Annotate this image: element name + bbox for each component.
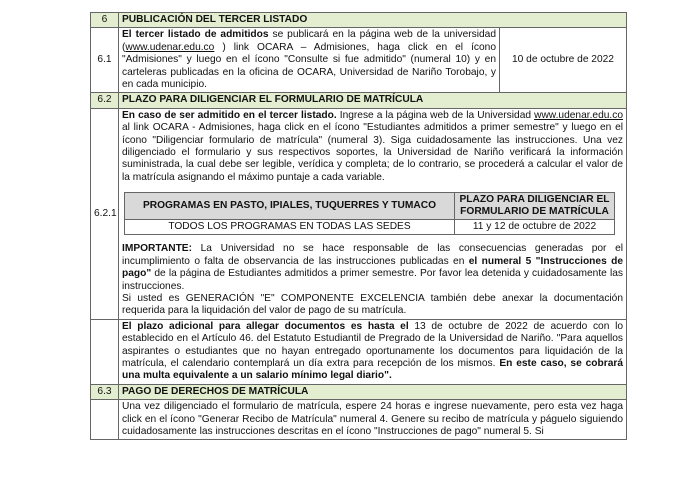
empty-number-cell [91, 319, 119, 384]
section-number: 6.3 [91, 384, 119, 399]
section-6-2-1-row [91, 108, 627, 319]
programs-cell: TODOS LOS PROGRAMAS EN TODAS LAS SEDES [125, 220, 455, 235]
column-header-programs: PROGRAMAS EN PASTO, IPIALES, TUQUERRES Y TUMACO [125, 193, 455, 220]
generation-e-paragraph: Si usted es GENERACIÓN "E" COMPONENTE EXCELENCIA también debe anexar la documentación requerida para la liquidación del valor de pago de su matrícula. [122, 292, 624, 317]
date-cell: 10 de octubre de 2022 [500, 28, 627, 93]
section-6-header-row [91, 13, 627, 28]
text-part: de la página de Estudiantes admitidos a primer semestre. Por favor lea detenida y cuidadosamente las instrucciones. [122, 268, 624, 292]
section-number: 6.1 [91, 28, 119, 93]
document-page [90, 12, 626, 440]
section-number: 6.2.1 [91, 108, 119, 319]
text-part: ) link OCARA – Admisiones, haga click en el ícono "Admisiones" y luego en el ícono "Consulte si fue admitido" (numeral 10) y en carteleras publicadas en la oficina de OCARA, Universidad de Nariño Torobajo, y en cada municipio. [122, 41, 496, 91]
deadline-cell: 11 y 12 de octubre de 2022 [455, 220, 615, 235]
bold-lead: En caso de ser admitido en el tercer listado. [122, 109, 337, 121]
university-link[interactable]: www.udenar.edu.co [534, 109, 624, 121]
section-6-1-row [91, 28, 627, 93]
instructions-paragraph [122, 110, 623, 184]
section-number: 6 [91, 13, 119, 28]
text-part: se publicará en la página web de la universidad ( [122, 29, 496, 53]
section-title: PLAZO PARA DILIGENCIAR EL FORMULARIO DE MATRÍCULA [119, 93, 627, 108]
payment-text: Una vez diligenciado el formulario de matrícula, espere 24 horas e ingrese nuevamente, pero esta vez haga click en el ícono "Generar Recibo de Matrícula" numeral 4. Genere su recibo de matrícula y páguelo siguiendo cuidadosamente las instrucciones descritas en el ícono "Instrucciones de pago" numeral 5. Si [119, 400, 627, 440]
bold-reference: el numeral 5 "Instrucciones de pago" [122, 255, 624, 280]
additional-deadline-row [91, 319, 627, 384]
section-text [119, 28, 500, 93]
deadline-table-header [125, 193, 615, 220]
section-number: 6.2 [91, 93, 119, 108]
text-part: Ingrese a la página web de la Universidad [336, 109, 535, 121]
additional-deadline-text [119, 319, 627, 384]
section-title: PUBLICACIÓN DEL TERCER LISTADO [119, 13, 627, 28]
schedule-table [90, 12, 627, 440]
bold-end: En este caso, se cobrará una multa equivalente a un salario mínimo legal diario". [122, 357, 624, 382]
bold-lead: El plazo adicional para allegar documentos es hasta el [122, 320, 409, 332]
text-part: 13 de octubre de 2022 de acuerdo con lo establecido en el Artículo 46. del Estatuto Estudiantil de Pregrado de la Universidad de Nariño. "Para aquellos aspirantes o estudiantes que no hayan entregado oportunamente los documentos para liquidación de la matrícula, el calendario contemplará un día extra para recepción de los mismos. [122, 320, 624, 369]
important-label: IMPORTANTE: [122, 243, 192, 255]
section-6-2-header-row [91, 93, 627, 108]
text-part: al link OCARA - Admisiones, haga click en el ícono "Estudiantes admitidos a primer semestre" y luego en el ícono "Diligenciar formulario de matrícula" (numeral 3). Siga cuidadosamente las instrucciones. Una vez diligenciado el formulario y sus respectivos soportes, la Universidad de Nariño verificará la información suministrada, la cual debe ser legible, verídica y completa; de lo contrario, se procederá a calcular el valor de la matrícula asignando el máximo puntaje a cada variable. [122, 122, 624, 183]
section-content [119, 108, 627, 319]
text-part: La Universidad no se hace responsable de las consecuencias generadas por el incumplimiento o falta de observancia de las instrucciones publicadas en [122, 243, 624, 267]
empty-number-cell [91, 400, 119, 440]
university-link[interactable]: www.udenar.edu.co [125, 41, 215, 53]
deadline-table [124, 192, 615, 235]
payment-row [91, 400, 627, 440]
bold-lead: El tercer listado de admitidos [122, 29, 269, 41]
section-6-3-header-row [91, 384, 627, 399]
deadline-table-row [125, 220, 615, 235]
important-paragraph [122, 243, 623, 293]
section-title: PAGO DE DERECHOS DE MATRÍCULA [119, 384, 627, 399]
column-header-deadline: PLAZO PARA DILIGENCIAR EL FORMULARIO DE MATRÍCULA [455, 193, 615, 220]
